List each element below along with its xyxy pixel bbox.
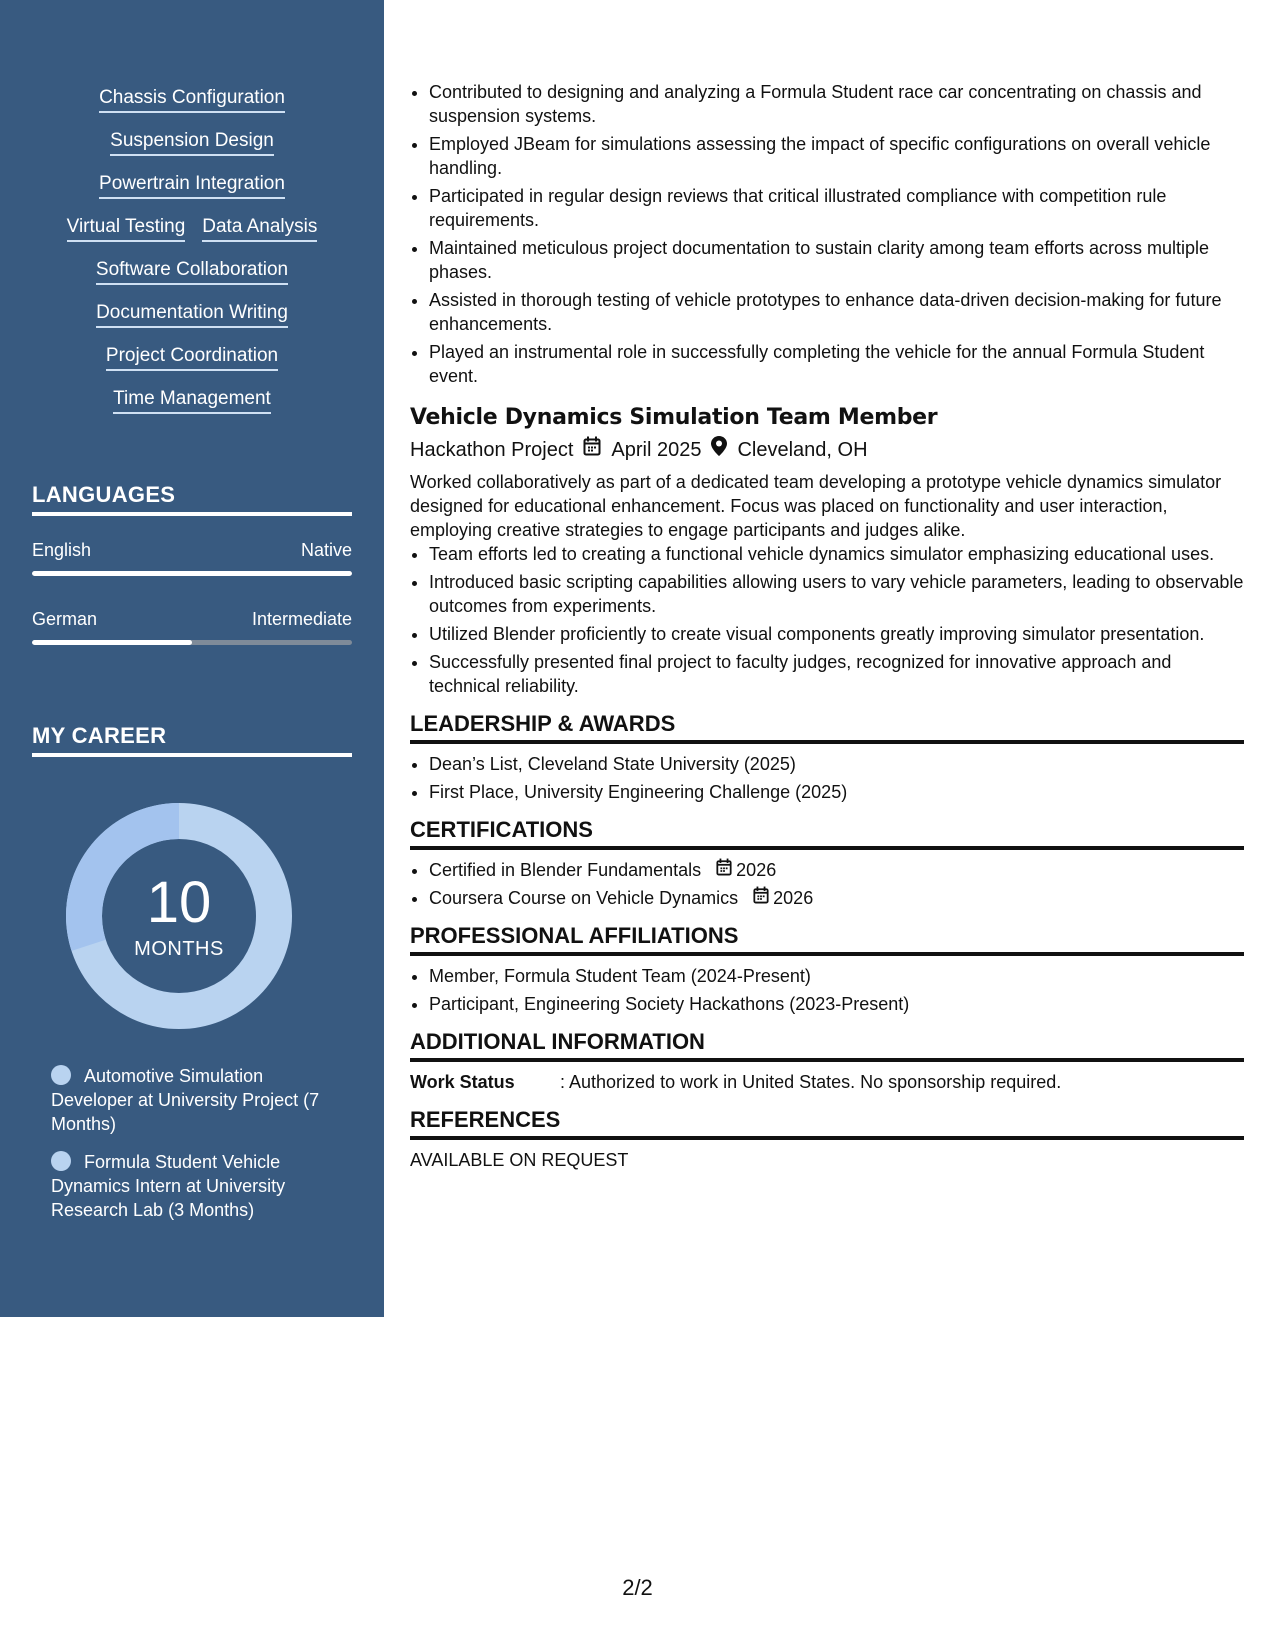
career-item-text: Automotive Simulation Developer at University Project (7 Months) xyxy=(51,1066,320,1134)
certifications-list xyxy=(410,858,1244,910)
career-dot-icon xyxy=(51,1151,71,1171)
skill-tag: Powertrain Integration xyxy=(99,172,285,199)
career-dot-icon xyxy=(51,1065,71,1085)
affiliations-list xyxy=(410,964,1244,1016)
list-item xyxy=(429,858,1244,882)
donut-center xyxy=(66,803,292,1029)
map-pin-icon xyxy=(711,436,727,464)
language-level: Native xyxy=(300,540,352,560)
skill-row xyxy=(0,387,384,414)
career-list xyxy=(51,1064,321,1236)
job-location: Cleveland, OH xyxy=(737,439,868,461)
main-content xyxy=(410,80,1244,1172)
certification-year: 2026 xyxy=(736,860,777,880)
list-item: • Dean’s List, Cleveland State University (2025) xyxy=(429,752,1244,776)
references-heading: REFERENCES xyxy=(410,1108,1244,1140)
certifications-heading: CERTIFICATIONS xyxy=(410,818,1244,850)
languages-heading: LANGUAGES xyxy=(32,482,352,516)
skill-tag: Software Collaboration xyxy=(96,258,288,285)
certification-year: 2026 xyxy=(773,888,814,908)
career-item xyxy=(51,1064,321,1136)
calendar-icon xyxy=(716,858,732,882)
skill-tag: Chassis Configuration xyxy=(99,86,285,113)
work-status-label: Work Status xyxy=(410,1072,515,1092)
list-item: • Member, Formula Student Team (2024-Present) xyxy=(429,964,1244,988)
list-item: • Introduced basic scripting capabilities allowing users to vary vehicle parameters, leading to observable outcomes from experiments. xyxy=(429,570,1244,618)
leadership-heading: LEADERSHIP & AWARDS xyxy=(410,712,1244,744)
language-bar-fill xyxy=(32,640,192,645)
list-item: • Assisted in thorough testing of vehicle prototypes to enhance data-driven decision-making for future enhancements. xyxy=(429,288,1244,336)
list-item: • Participant, Engineering Society Hackathons (2023-Present) xyxy=(429,992,1244,1016)
skill-tag: Virtual Testing xyxy=(67,215,186,242)
certification-name: Coursera Course on Vehicle Dynamics xyxy=(429,888,739,908)
list-item xyxy=(429,886,1244,910)
skill-row xyxy=(0,129,384,156)
language-bar xyxy=(32,571,352,576)
list-item: • Maintained meticulous project documentation to sustain clarity among team efforts across multiple phases. xyxy=(429,236,1244,284)
skill-row xyxy=(0,86,384,113)
language-bar xyxy=(32,640,352,645)
career-item-text: Formula Student Vehicle Dynamics Intern at University Research Lab (3 Months) xyxy=(51,1152,286,1220)
job-bullet-list xyxy=(410,542,1244,698)
sidebar xyxy=(0,0,384,1317)
language-level: Intermediate xyxy=(251,609,352,629)
skill-tag: Time Management xyxy=(113,387,271,414)
calendar-icon xyxy=(583,436,601,464)
work-status-row xyxy=(410,1070,1244,1094)
list-item: • Utilized Blender proficiently to create visual components greatly improving simulator presentation. xyxy=(429,622,1244,646)
language-name: German xyxy=(32,609,98,629)
additional-info-heading: ADDITIONAL INFORMATION xyxy=(410,1030,1244,1062)
affiliations-heading: PROFESSIONAL AFFILIATIONS xyxy=(410,924,1244,956)
career-total-unit: MONTHS xyxy=(134,938,224,960)
job-description: Worked collaboratively as part of a dedicated team developing a prototype vehicle dynamics simulator designed for educational enhancement. Focus was placed on functionality and user interaction, employing creative strategies to engage participants and judges alike. xyxy=(410,472,1222,540)
leadership-list xyxy=(410,752,1244,804)
calendar-icon xyxy=(753,886,769,910)
job-org: Hackathon Project xyxy=(410,439,574,461)
job-date: April 2025 xyxy=(611,439,702,461)
work-status-value: : Authorized to work in United States. No sponsorship required. xyxy=(560,1072,1062,1092)
page-number: 2/2 xyxy=(622,1575,653,1600)
list-item: • Played an instrumental role in successfully completing the vehicle for the annual Formula Student event. xyxy=(429,340,1244,388)
skill-tag: Documentation Writing xyxy=(96,301,288,328)
skill-row xyxy=(0,301,384,328)
certification-name: Certified in Blender Fundamentals xyxy=(429,860,702,880)
language-german xyxy=(32,608,352,645)
skill-row xyxy=(0,258,384,285)
career-total-value: 10 xyxy=(146,870,212,935)
list-item: • Participated in regular design reviews that critical illustrated compliance with competition rule requirements. xyxy=(429,184,1244,232)
skill-row xyxy=(0,172,384,199)
skill-tag: Suspension Design xyxy=(110,129,274,156)
language-name: English xyxy=(32,540,92,560)
list-item: • Employed JBeam for simulations assessing the impact of specific configurations on overall vehicle handling. xyxy=(429,132,1244,180)
career-donut-chart xyxy=(66,803,292,1029)
list-item: • First Place, University Engineering Challenge (2025) xyxy=(429,780,1244,804)
references-text: AVAILABLE ON REQUEST xyxy=(410,1150,629,1170)
list-item: • Team efforts led to creating a functional vehicle dynamics simulator emphasizing educational uses. xyxy=(429,542,1244,566)
skills-list xyxy=(0,86,384,430)
intro-bullet-list xyxy=(410,80,1244,388)
career-heading: MY CAREER xyxy=(32,723,352,757)
language-english xyxy=(32,539,352,576)
language-bar-fill xyxy=(32,571,352,576)
job-title: Vehicle Dynamics Simulation Team Member xyxy=(410,405,938,430)
skill-row xyxy=(0,344,384,371)
career-item xyxy=(51,1150,321,1222)
list-item: • Successfully presented final project to faculty judges, recognized for innovative approach and technical reliability. xyxy=(429,650,1244,698)
skill-tag: Project Coordination xyxy=(106,344,278,371)
skill-tag: Data Analysis xyxy=(202,215,317,242)
job-meta xyxy=(410,436,1244,464)
list-item: • Contributed to designing and analyzing a Formula Student race car concentrating on chassis and suspension systems. xyxy=(429,80,1244,128)
skill-row xyxy=(0,215,384,242)
